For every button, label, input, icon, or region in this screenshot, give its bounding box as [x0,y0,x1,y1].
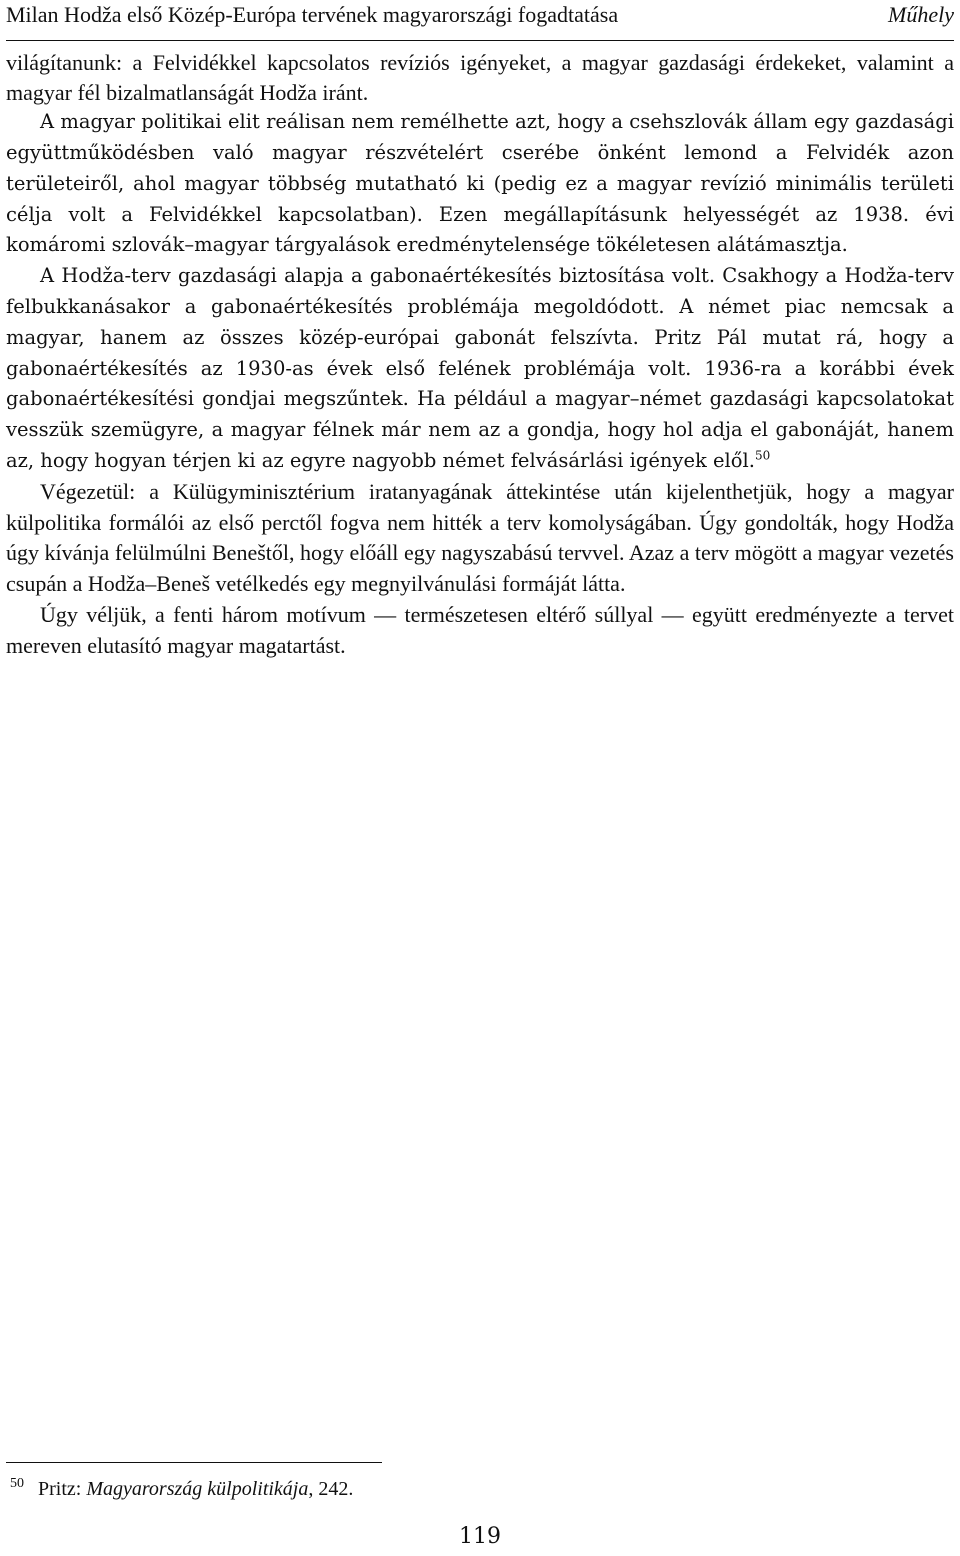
footnote-reference[interactable]: 50 [754,448,771,463]
footnote-page: , 242. [308,1478,354,1500]
header-title: Milan Hodža első Közép-Európa tervének magyarországi fogadtatása [6,2,619,27]
paragraph: A magyar politikai elit reálisan nem remélhette azt, hogy a csehszlovák állam egy gazdasági együttműködésben való magyar részvételért cserébe önként lemond a Felvidék azon területeiről, ahol magyar többség mutatható ki (pedig ez a magyar revízió minimális területi célja volt a Felvidékkel kapcsolatban). Ezen megállapításunk helyességét az 1938. évi komáromi szlovák–magyar tárgyalások eredménytelensége tökéletesen alátámasztja. [6,110,954,257]
paragraph: Végezetül: a Külügyminisztérium iratanyagának áttekintése után kijelenthetjük, hogy a magyar külpolitika formálói az első perctől fogva nem hitték a terv komolyságában. Úgy gondolták, hogy Hodža úgy kívánja felülmúlni Beneštől, hogy előáll egy nagyszabású tervvel. Azaz a terv mögött a magyar vezetés csupán a Hodža–Beneš vetélkedés egy megnyilvánulási formáját látta. [6,478,954,597]
paragraph-continuation: világítanunk: a Felvidékkel kapcsolatos revíziós igényeket, a magyar gazdasági érdekeket, valamint a magyar fél bizalmatlanságát Hodža iránt. [6,50,954,105]
paragraph-with-note [6,261,954,477]
footnote [10,1474,353,1504]
footnote-divider [6,1462,382,1463]
footnote-title: Magyarország külpolitikája [86,1478,309,1500]
body-text [6,48,954,662]
footnote-number: 50 [10,1476,24,1492]
running-header [6,0,954,41]
paragraph: Úgy véljük, a fenti három motívum — természetesen eltérő súllyal — együtt eredményezte a tervet mereven elutasító magyar magatartást. [6,601,954,658]
header-section: Műhely [888,2,954,27]
page-number: 119 [459,1524,501,1549]
footnote-author: Pritz: [38,1478,87,1500]
paragraph-text: A Hodža-terv gazdasági alapja a gabonaértékesítés biztosítása volt. Csakhogy a Hodža-terv felbukkanásakor a gabonaértékesítés problémája megoldódott. A német piac nemcsak a magyar, hanem az összes közép-európai gabonát felszívta. Pritz Pál mutat rá, hogy a gabonaértékesítés az 1930-as évek első felének problémája volt. 1936-ra a korábbi évek gabonaértékesítési gondjai megszűntek. Ha például a magyar–német gazdasági kapcsolatokat vesszük szemügyre, a magyar félnek már nem az a gondja, hogy hol adja el gabonáját, hanem az, hogy hogyan térjen ki az egyre nagyobb német felvásárlási igények elől. [6,264,954,472]
